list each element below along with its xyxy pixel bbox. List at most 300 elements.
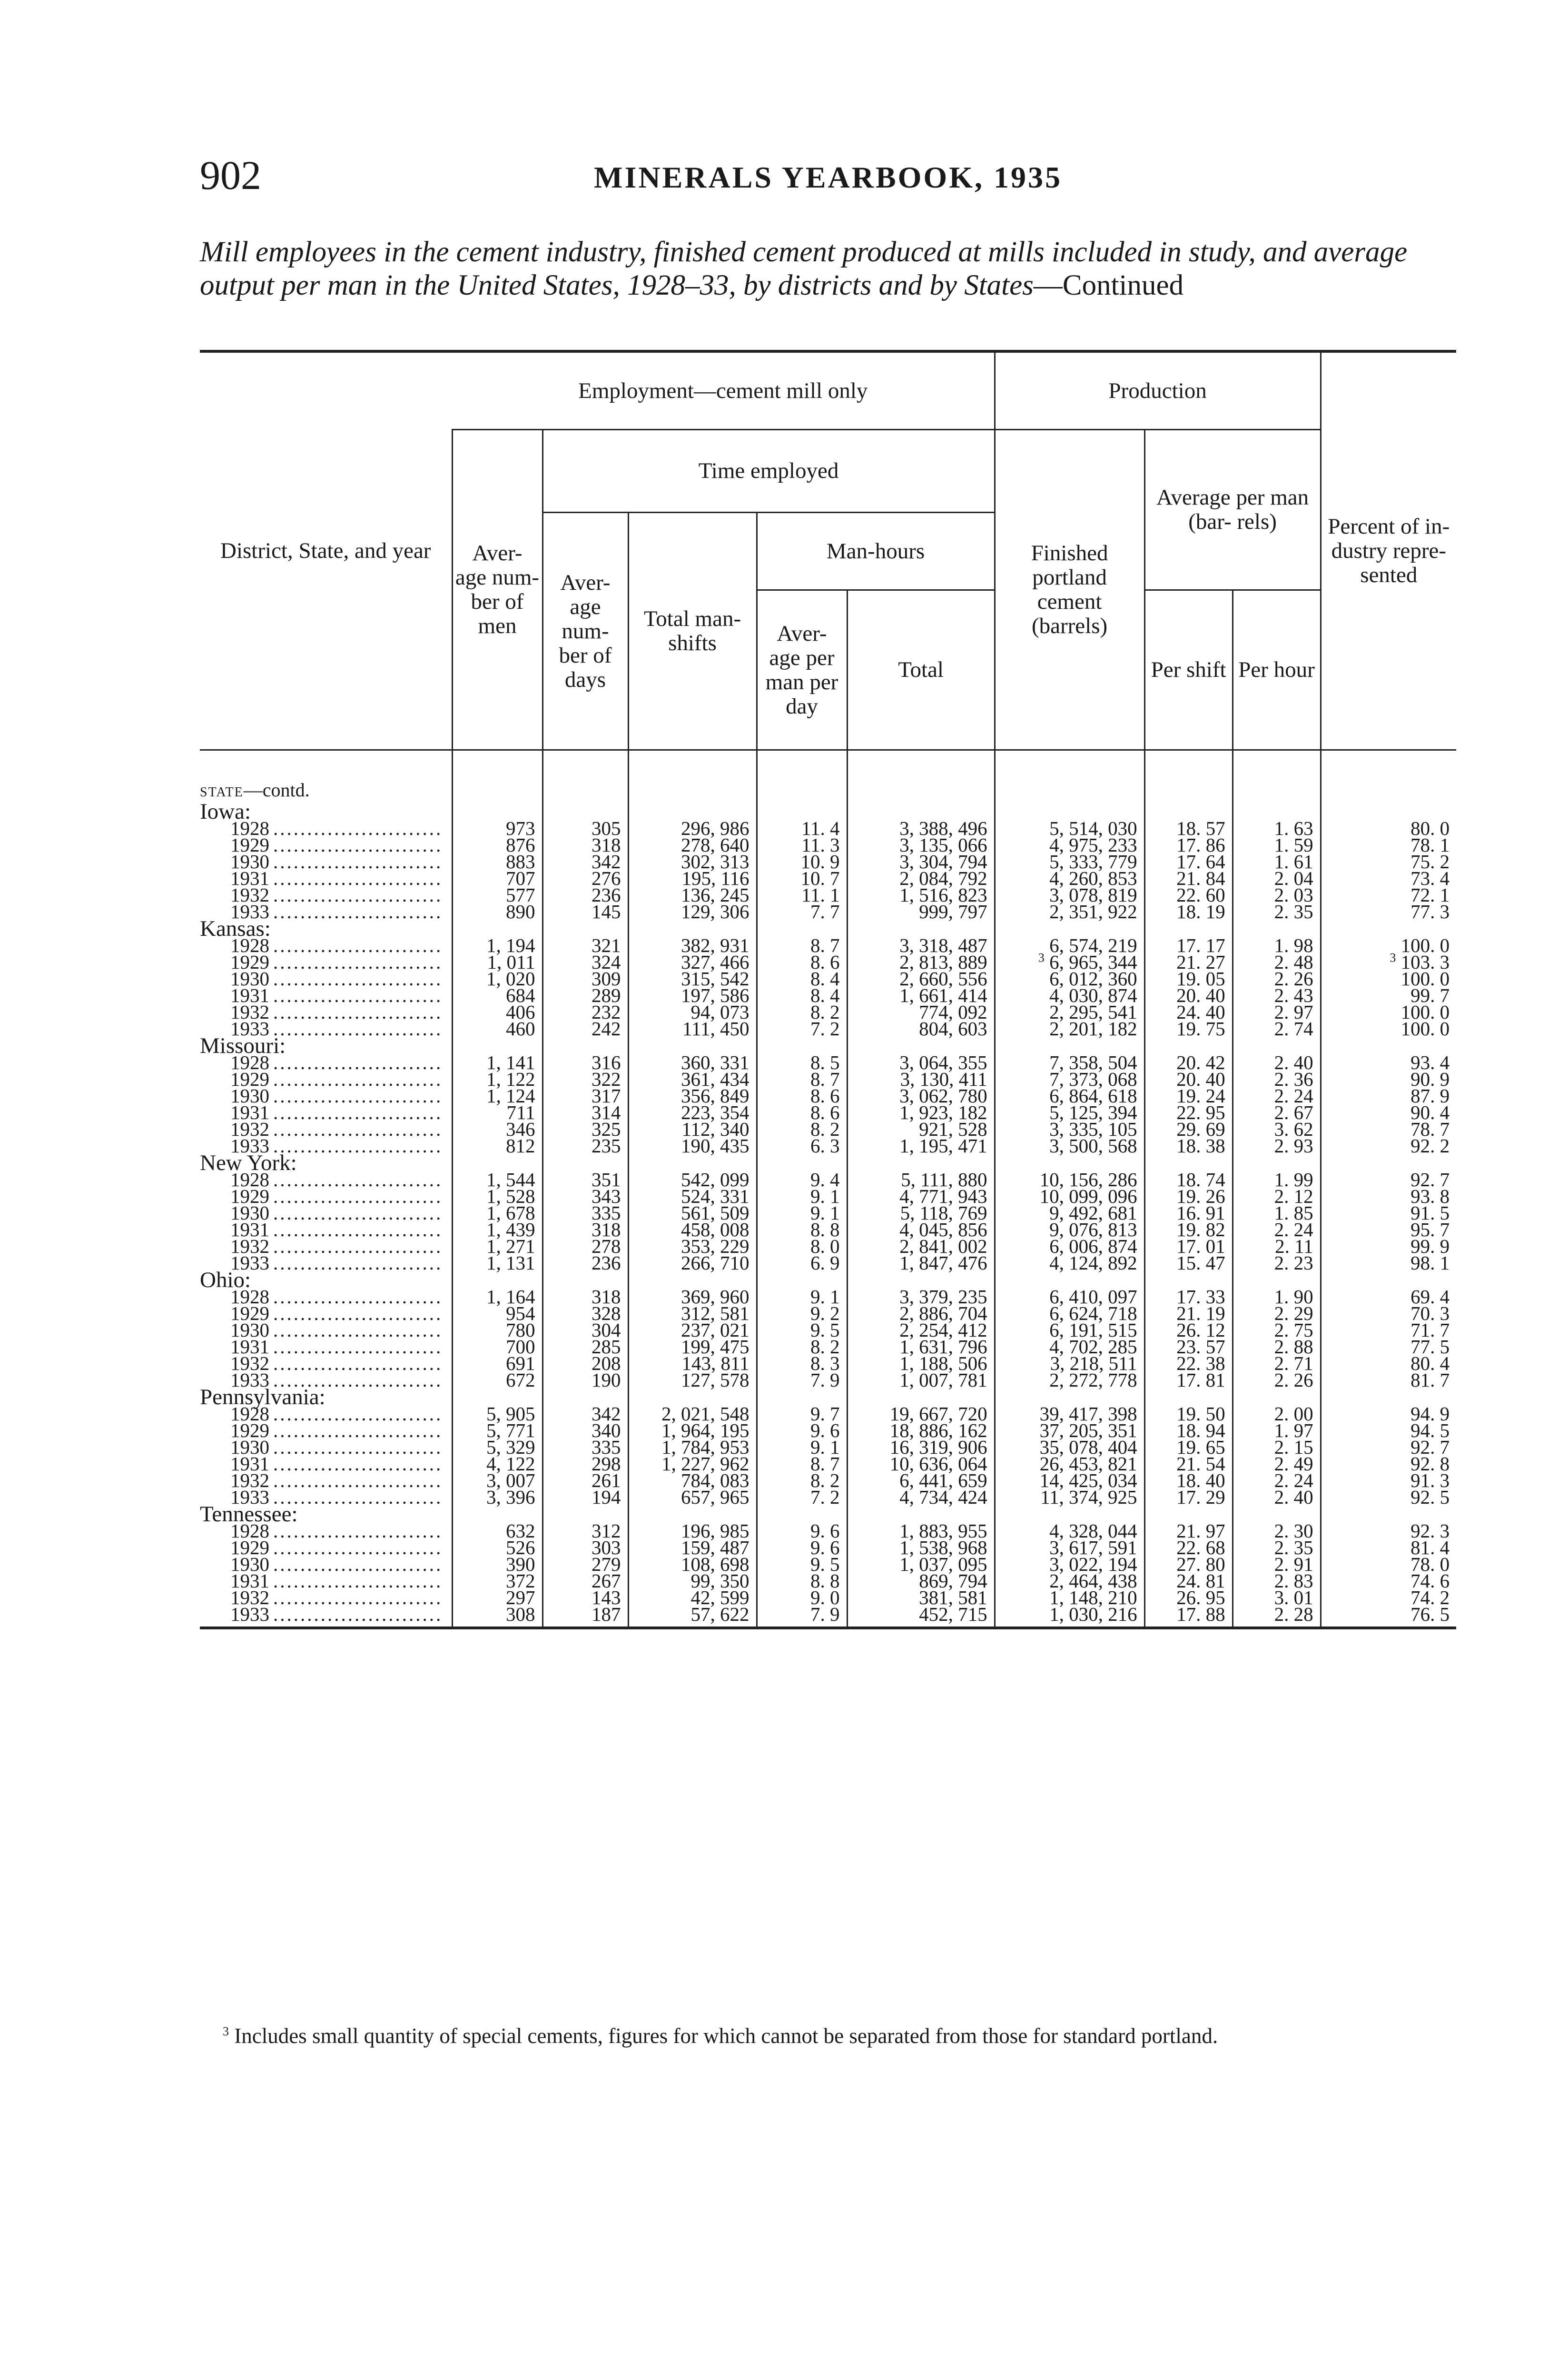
running-head: MINERALS YEARBOOK, 1935 [594,160,1062,194]
year-label: 1928 [230,934,269,956]
header-avg-men: Aver- age num- ber of men [452,430,542,750]
year-label: 1932 [230,1235,269,1257]
cell-per-hour: 2. 40 [1233,1489,1321,1506]
cell-avg-days: 236 [542,1255,628,1271]
header-employment: Employment—cement mill only [452,351,995,430]
cell-total-man-hours: 3, 379, 235 [847,1289,995,1305]
cell-finished-barrels: 35, 078, 404 [995,1439,1144,1456]
cell-per-shift: 21. 54 [1144,1456,1233,1472]
cell-hours-per-day: 10. 7 [757,870,847,887]
year-label: 1932 [230,884,269,906]
table-row [200,1021,1456,1037]
cell-finished-barrels: 3, 617, 591 [995,1539,1144,1556]
cell-total-man-hours: 1, 188, 506 [847,1355,995,1372]
cell-finished-barrels: 14, 425, 034 [995,1472,1144,1489]
cell-finished-barrels: 3, 078, 819 [995,887,1144,903]
year-label: 1930 [230,968,269,990]
cell-finished-barrels: 6, 410, 097 [995,1289,1144,1305]
cell-avg-days: 342 [542,1406,628,1422]
year-label: 1931 [230,1570,269,1592]
cell-percent-represented: 81. 4 [1321,1539,1456,1556]
dot-leader [273,1289,442,1305]
cell-finished-barrels: 5, 514, 030 [995,820,1144,837]
header-total-shifts: Total man- shifts [628,513,757,750]
cell-avg-days: 328 [542,1305,628,1322]
cell-hours-per-day: 11. 3 [757,837,847,853]
cell-finished-barrels: 9, 492, 681 [995,1205,1144,1221]
cell-per-shift: 18. 94 [1144,1422,1233,1439]
cell-hours-per-day: 8. 2 [757,1339,847,1355]
cell-per-hour: 2. 04 [1233,870,1321,887]
dot-leader [273,954,442,971]
page-number: 902 [200,152,261,198]
cell-avg-men: 406 [452,1004,542,1021]
cell-avg-days: 236 [542,887,628,903]
header-percent: Percent of in- dustry repre- sented [1321,351,1456,750]
cell-per-shift: 20. 40 [1144,987,1233,1004]
cell-total-shifts: 278, 640 [628,837,757,853]
cell-per-shift: 24. 40 [1144,1004,1233,1021]
dot-leader [273,1339,442,1355]
dot-leader [273,1255,442,1271]
cell-per-hour: 2. 24 [1233,1221,1321,1238]
cell-per-hour: 1. 99 [1233,1171,1321,1188]
year-label: 1933 [230,1369,269,1391]
cell-finished-barrels: 6, 006, 874 [995,1238,1144,1255]
cell-per-shift: 19. 05 [1144,971,1233,987]
cell-percent-represented: 91. 3 [1321,1472,1456,1489]
cell-avg-men: 1, 164 [452,1289,542,1305]
cell-percent-represented: 73. 4 [1321,870,1456,887]
cell-avg-days: 314 [542,1104,628,1121]
cell-total-man-hours: 869, 794 [847,1573,995,1589]
cell-hours-per-day: 9. 5 [757,1556,847,1573]
cell-finished-barrels: 37, 205, 351 [995,1422,1144,1439]
cell-avg-men: 1, 439 [452,1221,542,1238]
cell-avg-men: 1, 271 [452,1238,542,1255]
cell-avg-men: 526 [452,1539,542,1556]
cell-per-hour: 2. 00 [1233,1406,1321,1422]
header-avg-per-day: Aver- age per man per day [757,590,847,750]
cell-total-man-hours: 1, 007, 781 [847,1372,995,1388]
table-row [200,1372,1456,1388]
cell-per-shift: 21. 97 [1144,1523,1233,1539]
cell-per-shift: 22. 68 [1144,1539,1233,1556]
cell-finished-barrels: 4, 030, 874 [995,987,1144,1004]
cell-finished-barrels: 2, 272, 778 [995,1372,1144,1388]
cell-avg-men: 1, 122 [452,1071,542,1088]
cell-total-shifts: 94, 073 [628,1004,757,1021]
cell-avg-days: 278 [542,1238,628,1255]
cell-avg-men: 372 [452,1573,542,1589]
cell-hours-per-day: 8. 3 [757,1355,847,1372]
year-label: 1931 [230,1219,269,1240]
cell-per-hour: 3. 01 [1233,1589,1321,1606]
cell-avg-days: 304 [542,1322,628,1339]
cell-avg-men: 297 [452,1589,542,1606]
cell-finished-barrels: 6, 012, 360 [995,971,1144,987]
cell-total-shifts: 2, 021, 548 [628,1406,757,1422]
table-caption [200,236,1456,302]
cell-percent-represented: 93. 4 [1321,1054,1456,1071]
dot-leader [273,971,442,987]
cell-per-shift: 19. 24 [1144,1088,1233,1104]
cell-total-shifts: 1, 964, 195 [628,1422,757,1439]
cell-hours-per-day: 9. 6 [757,1523,847,1539]
cell-percent-represented: 77. 3 [1321,903,1456,920]
cell-avg-days: 261 [542,1472,628,1489]
cell-avg-men: 707 [452,870,542,887]
cell-hours-per-day: 8. 8 [757,1221,847,1238]
cell-per-hour: 2. 75 [1233,1322,1321,1339]
cell-hours-per-day: 9. 6 [757,1422,847,1439]
cell-finished-barrels: 4, 975, 233 [995,837,1144,853]
cell-avg-men: 4, 122 [452,1456,542,1472]
cell-percent-represented: 78. 0 [1321,1556,1456,1573]
dot-leader [273,820,442,837]
year-label: 1932 [230,1001,269,1023]
cell-total-man-hours: 1, 195, 471 [847,1138,995,1154]
cell-per-shift: 17. 17 [1144,937,1233,954]
cell-percent-represented: 74. 2 [1321,1589,1456,1606]
header-man-hours-total: Total [847,590,995,750]
cell-avg-days: 145 [542,903,628,920]
year-label: 1931 [230,984,269,1006]
cell-finished-barrels: 2, 464, 438 [995,1573,1144,1589]
cell-total-man-hours: 1, 037, 095 [847,1556,995,1573]
cell-total-man-hours: 18, 886, 162 [847,1422,995,1439]
year-label: 1928 [230,1520,269,1542]
cell-total-shifts: 136, 245 [628,887,757,903]
cell-per-shift: 21. 84 [1144,870,1233,887]
cell-per-hour: 2. 36 [1233,1071,1321,1088]
cell-percent-represented: 94. 9 [1321,1406,1456,1422]
year-label: 1931 [230,1453,269,1475]
cell-value: 103. 3 [1400,951,1450,973]
cell-total-man-hours: 2, 254, 412 [847,1322,995,1339]
table-row [200,1138,1456,1154]
cell-total-shifts: 1, 227, 962 [628,1456,757,1472]
cell-hours-per-day: 10. 9 [757,853,847,870]
cell-per-hour: 2. 48 [1233,954,1321,971]
dot-leader [273,1305,442,1322]
cell-avg-men: 1, 020 [452,971,542,987]
cell-avg-days: 343 [542,1188,628,1205]
table-row [200,1255,1456,1271]
cell-total-man-hours: 5, 118, 769 [847,1205,995,1221]
cell-avg-days: 351 [542,1171,628,1188]
state-name: Pennsylvania: [200,1384,325,1409]
cell-avg-men: 780 [452,1322,542,1339]
page-header [200,151,1456,204]
cell-hours-per-day: 8. 6 [757,1088,847,1104]
cell-per-hour: 2. 23 [1233,1255,1321,1271]
cell-hours-per-day: 6. 3 [757,1138,847,1154]
cell-avg-days: 279 [542,1556,628,1573]
year-label: 1933 [230,901,269,922]
cell-avg-days: 340 [542,1422,628,1439]
dot-leader [273,1489,442,1506]
cell-hours-per-day: 6. 9 [757,1255,847,1271]
cell-finished-barrels: 4, 124, 892 [995,1255,1144,1271]
header-district: District, State, and year [200,351,452,750]
dot-leader [273,1054,442,1071]
cell-total-shifts: 302, 313 [628,853,757,870]
cell-per-shift: 22. 95 [1144,1104,1233,1121]
cell-hours-per-day: 9. 5 [757,1322,847,1339]
dot-leader [273,1171,442,1188]
cell-finished-barrels: 6, 574, 219 [995,937,1144,954]
cell-avg-men: 346 [452,1121,542,1138]
cell-total-shifts: 57, 622 [628,1606,757,1628]
cell-hours-per-day: 7. 9 [757,1372,847,1388]
cell-hours-per-day: 8. 7 [757,1456,847,1472]
year-label: 1932 [230,1352,269,1374]
cell-percent-represented: 94. 5 [1321,1422,1456,1439]
year-label: 1928 [230,1051,269,1073]
cell-finished-barrels: 9, 076, 813 [995,1221,1144,1238]
dot-leader [273,1422,442,1439]
cell-avg-days: 342 [542,853,628,870]
cell-total-shifts: 99, 350 [628,1573,757,1589]
cell-total-shifts: 296, 986 [628,820,757,837]
cell-hours-per-day: 9. 4 [757,1171,847,1188]
year-label: 1928 [230,1403,269,1425]
cell-percent-represented: 100. 0 [1321,937,1456,954]
cell-avg-days: 190 [542,1372,628,1388]
cell-total-shifts: 315, 542 [628,971,757,987]
cell-avg-days: 316 [542,1054,628,1071]
cell-total-shifts: 1, 784, 953 [628,1439,757,1456]
cell-finished-barrels: 6, 191, 515 [995,1322,1144,1339]
cell-hours-per-day: 8. 7 [757,1071,847,1088]
header-man-hours: Man-hours [757,513,995,590]
dot-leader [273,1205,442,1221]
cell-total-man-hours: 3, 388, 496 [847,820,995,837]
cell-hours-per-day: 8. 4 [757,971,847,987]
cell-total-shifts: 524, 331 [628,1188,757,1205]
year-label: 1929 [230,1302,269,1324]
cell-avg-men: 812 [452,1138,542,1154]
cell-finished-barrels: 10, 156, 286 [995,1171,1144,1188]
cell-per-shift: 19. 82 [1144,1221,1233,1238]
cell-per-hour: 1. 85 [1233,1205,1321,1221]
cell-percent-represented: 99. 7 [1321,987,1456,1004]
cell-percent-represented: 100. 0 [1321,1021,1456,1037]
cell-per-hour: 2. 67 [1233,1104,1321,1121]
cell-finished-barrels: 4, 260, 853 [995,870,1144,887]
footnote-marker: 3 [223,2024,229,2038]
dot-leader [273,1322,442,1339]
cell-avg-men: 1, 544 [452,1171,542,1188]
year-label: 1928 [230,817,269,839]
cell-per-hour: 1. 61 [1233,853,1321,870]
cell-total-man-hours: 1, 883, 955 [847,1523,995,1539]
cell-avg-men: 1, 194 [452,937,542,954]
cell-percent-represented: 92. 7 [1321,1171,1456,1188]
year-label: 1929 [230,834,269,856]
cell-total-shifts: 159, 487 [628,1539,757,1556]
cell-per-shift: 26. 95 [1144,1589,1233,1606]
cell-avg-days: 143 [542,1589,628,1606]
cell-finished-barrels: 11, 374, 925 [995,1489,1144,1506]
cell-total-man-hours: 1, 631, 796 [847,1339,995,1355]
year-label: 1929 [230,1068,269,1090]
cell-per-hour: 2. 83 [1233,1573,1321,1589]
caption-text: Mill employees in the cement industry, finished cement produced at mills included in study, and average output per man in the United States, 1928–33, by districts and by States [200,236,1408,301]
cell-avg-days: 285 [542,1339,628,1355]
dot-leader [273,1188,442,1205]
data-table [200,350,1456,1629]
cell-per-shift: 17. 86 [1144,837,1233,853]
cell-total-shifts: 199, 475 [628,1339,757,1355]
cell-per-shift: 18. 38 [1144,1138,1233,1154]
cell-hours-per-day: 8. 2 [757,1472,847,1489]
cell-total-shifts: 312, 581 [628,1305,757,1322]
cell-per-shift: 17. 88 [1144,1606,1233,1628]
cell-total-shifts: 360, 331 [628,1054,757,1071]
cell-avg-men: 973 [452,820,542,837]
cell-per-hour: 2. 03 [1233,887,1321,903]
cell-hours-per-day: 8. 7 [757,937,847,954]
cell-percent-represented: 100. 0 [1321,971,1456,987]
year-label: 1931 [230,867,269,889]
cell-avg-men: 5, 771 [452,1422,542,1439]
table-row [200,903,1456,920]
cell-total-shifts: 223, 354 [628,1104,757,1121]
cell-percent-represented: 75. 2 [1321,853,1456,870]
cell-per-hour: 1. 63 [1233,820,1321,837]
state-name: Kansas: [200,916,271,941]
cell-finished-barrels: 2, 201, 182 [995,1021,1144,1037]
cell-per-shift: 15. 47 [1144,1255,1233,1271]
cell-percent-represented: 90. 4 [1321,1104,1456,1121]
state-name: Tennessee: [200,1501,298,1527]
cell-total-man-hours: 2, 841, 002 [847,1238,995,1255]
state-name: Missouri: [200,1033,286,1058]
cell-avg-days: 309 [542,971,628,987]
cell-hours-per-day: 9. 1 [757,1205,847,1221]
cell-percent-represented: 78. 7 [1321,1121,1456,1138]
cell-avg-days: 276 [542,870,628,887]
year-label: 1930 [230,851,269,873]
cell-avg-men: 684 [452,987,542,1004]
cell-avg-days: 267 [542,1573,628,1589]
cell-per-shift: 24. 81 [1144,1573,1233,1589]
year-label: 1929 [230,1419,269,1441]
data-table-wrapper [200,350,1456,1629]
cell-percent-represented: 98. 1 [1321,1255,1456,1271]
cell-avg-days: 187 [542,1606,628,1628]
year-label: 1933 [230,1603,269,1625]
year-label: 1928 [230,1169,269,1190]
cell-percent-represented: 70. 3 [1321,1305,1456,1322]
cell-hours-per-day: 9. 6 [757,1539,847,1556]
cell-percent-represented: 92. 7 [1321,1439,1456,1456]
cell-percent-represented: 80. 0 [1321,820,1456,837]
section-label [200,750,452,803]
cell-total-shifts: 195, 116 [628,870,757,887]
cell-avg-men: 460 [452,1021,542,1037]
cell-per-shift: 17. 64 [1144,853,1233,870]
cell-total-man-hours: 381, 581 [847,1589,995,1606]
cell-per-hour: 3. 62 [1233,1121,1321,1138]
dot-leader [273,1573,442,1589]
dot-leader [273,1004,442,1021]
cell-hours-per-day: 8. 6 [757,1104,847,1121]
year-label: 1933 [230,1486,269,1508]
cell-total-man-hours: 774, 092 [847,1004,995,1021]
cell-per-hour: 1. 98 [1233,937,1321,954]
cell-percent-represented: 72. 1 [1321,887,1456,903]
cell-per-hour: 2. 15 [1233,1439,1321,1456]
cell-avg-days: 318 [542,1289,628,1305]
cell-avg-men: 691 [452,1355,542,1372]
dot-leader [273,1472,442,1489]
cell-per-hour: 1. 59 [1233,837,1321,853]
header-production: Production [995,351,1321,430]
header-finished-cement: Finished portland cement (barrels) [995,430,1144,750]
cell-total-man-hours: 6, 441, 659 [847,1472,995,1489]
cell-total-shifts: 784, 083 [628,1472,757,1489]
cell-finished-barrels: 3, 022, 194 [995,1556,1144,1573]
cell-finished-barrels: 2, 351, 922 [995,903,1144,920]
cell-per-hour: 1. 97 [1233,1422,1321,1439]
cell-avg-men: 5, 329 [452,1439,542,1456]
cell-avg-days: 298 [542,1456,628,1472]
cell-avg-days: 303 [542,1539,628,1556]
cell-avg-days: 318 [542,837,628,853]
cell-avg-men: 876 [452,837,542,853]
cell-total-shifts: 266, 710 [628,1255,757,1271]
cell-avg-men: 3, 007 [452,1472,542,1489]
cell-percent-represented: 74. 6 [1321,1573,1456,1589]
dot-leader [273,1088,442,1104]
cell-per-shift: 22. 60 [1144,887,1233,903]
cell-finished-barrels: 2, 295, 541 [995,1004,1144,1021]
cell-hours-per-day: 9. 1 [757,1439,847,1456]
cell-avg-men: 672 [452,1372,542,1388]
cell-per-shift: 17. 81 [1144,1372,1233,1388]
cell-total-man-hours: 3, 130, 411 [847,1071,995,1088]
footnote-ref: 3 [1038,951,1045,965]
cell-percent-represented: 87. 9 [1321,1088,1456,1104]
cell-per-shift: 19. 75 [1144,1021,1233,1037]
cell-per-shift: 18. 74 [1144,1171,1233,1188]
cell-per-hour: 2. 35 [1233,1539,1321,1556]
dot-leader [273,1221,442,1238]
year-label: 1930 [230,1202,269,1224]
year-label: 1929 [230,1537,269,1558]
cell-per-hour: 2. 74 [1233,1021,1321,1037]
row-stub [200,1603,452,1628]
cell-avg-days: 242 [542,1021,628,1037]
cell-total-man-hours: 3, 062, 780 [847,1088,995,1104]
year-label: 1933 [230,1135,269,1157]
cell-avg-men: 1, 528 [452,1188,542,1205]
table-header [200,351,1456,750]
cell-total-shifts: 356, 849 [628,1088,757,1104]
year-label: 1930 [230,1085,269,1107]
cell-per-hour: 2. 43 [1233,987,1321,1004]
cell-total-shifts: 458, 008 [628,1221,757,1238]
cell-per-shift: 20. 42 [1144,1054,1233,1071]
cell-per-shift: 29. 69 [1144,1121,1233,1138]
cell-hours-per-day: 7. 2 [757,1021,847,1037]
table-row [200,1606,1456,1628]
cell-avg-men: 700 [452,1339,542,1355]
cell-finished-barrels: 1, 148, 210 [995,1589,1144,1606]
